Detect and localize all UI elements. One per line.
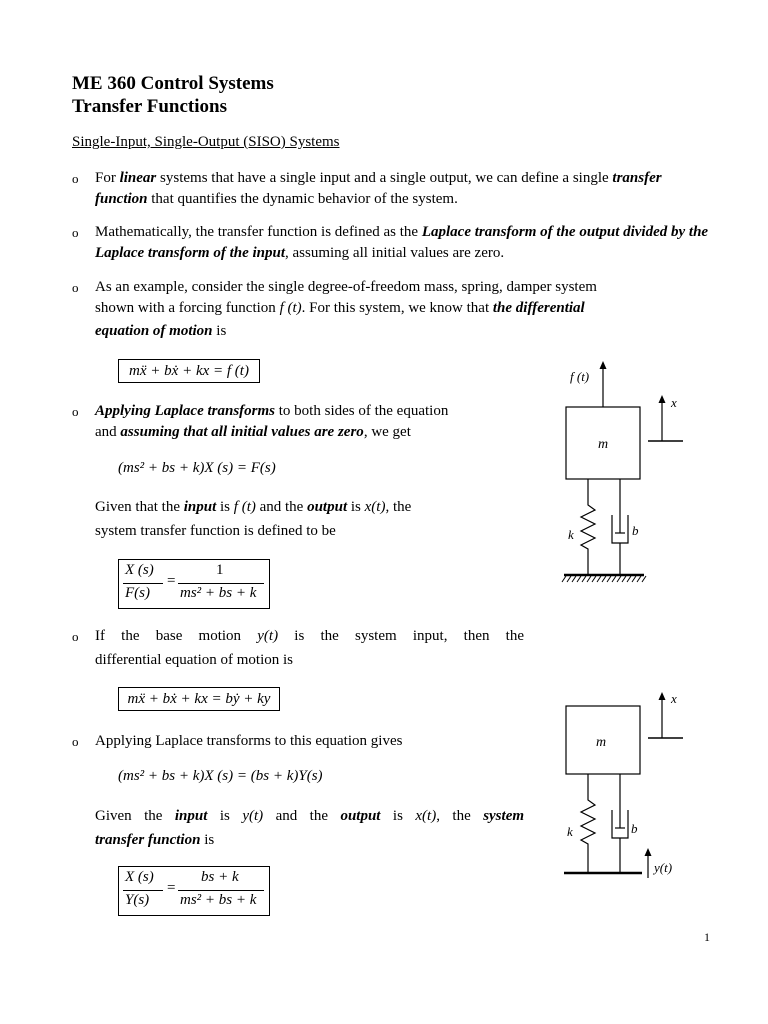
spring (581, 479, 595, 575)
mass-label: m (598, 437, 609, 452)
text: system transfer function is defined to be (95, 523, 336, 539)
figure-base-excited-msd (540, 680, 700, 900)
emphasis: the differential (492, 300, 585, 316)
text: , assuming all initial values are zero. (285, 245, 505, 261)
math: y(t) (242, 808, 264, 824)
text: is (200, 832, 215, 848)
bullet-mark: o (72, 404, 79, 419)
bullet-mark: o (72, 734, 79, 749)
text: is (380, 808, 416, 824)
section-heading: Single-Input, Single-Output (SISO) Systems (72, 134, 340, 150)
denominator: Y(s) (125, 892, 150, 908)
ground-hatching (562, 576, 646, 582)
bullet-mark: o (72, 629, 79, 644)
page-number: 1 (704, 930, 710, 944)
bullet-mark: o (72, 171, 79, 186)
emphasis: transfer function (95, 832, 201, 848)
text: is (347, 499, 365, 515)
damper-label: b (631, 821, 638, 836)
given-input-output (95, 497, 411, 542)
text: Given the (95, 808, 175, 824)
denominator: ms² + bs + k (180, 585, 257, 601)
base-arrowhead (645, 848, 652, 856)
text: , the (385, 499, 412, 515)
given-input-output-2 (95, 806, 524, 851)
text: to both sides of the equation (275, 403, 449, 419)
fraction-bar (178, 583, 264, 584)
emphasis: Applying Laplace transforms (95, 403, 276, 419)
denominator: F(s) (125, 585, 150, 601)
fraction-bar (178, 890, 264, 891)
emphasis: input (183, 499, 217, 515)
emphasis: transfer function (95, 170, 662, 207)
fraction-bar (123, 890, 163, 891)
emphasis: system (483, 808, 525, 824)
emphasis: linear (119, 170, 157, 186)
text: , the (436, 808, 484, 824)
text: Given that the (95, 499, 184, 515)
fraction-bar (123, 583, 163, 584)
equation-of-motion-box: mẍ + bẋ + kx = f (t) (118, 359, 260, 383)
text: shown with a forcing function (95, 300, 280, 316)
emphasis: output (340, 808, 381, 824)
topic-title: Transfer Functions (72, 96, 227, 117)
equals-sign: = (167, 880, 176, 896)
emphasis: equation of motion (95, 323, 213, 339)
bullet-mark: o (72, 280, 79, 295)
x-label: x (671, 691, 677, 706)
force-arrowhead (600, 361, 607, 369)
math: x(t) (364, 499, 386, 515)
math: x(t) (415, 808, 437, 824)
text: is (207, 808, 243, 824)
math: f (t) (279, 300, 302, 316)
text: As an example, consider the single degree-of-freedom mass, spring, damper system (95, 279, 597, 295)
text: is (212, 323, 227, 339)
equals-sign: = (167, 573, 176, 589)
math: f (t) (233, 499, 256, 515)
emphasis: assuming that all initial values are zero (120, 424, 364, 440)
transfer-function-1 (118, 559, 268, 607)
text: is the system input, then the (278, 628, 524, 644)
denominator: ms² + bs + k (180, 892, 257, 908)
transfer-function-2 (118, 866, 268, 914)
text: and the (255, 499, 308, 515)
x-arrowhead (659, 692, 666, 700)
figure-forced-msd (540, 355, 700, 595)
text: For (95, 170, 120, 186)
emphasis: Laplace transform of the output divided by the Laplace transform of the input (95, 224, 709, 261)
spring (581, 774, 595, 873)
emphasis: input (174, 808, 208, 824)
mass-label: m (596, 735, 607, 750)
emphasis: output (307, 499, 348, 515)
text: that quantifies the dynamic behavior of the system. (147, 191, 458, 207)
laplace-equation-2: (ms² + bs + k)X (s) = (bs + k)Y(s) (118, 768, 323, 784)
text: systems that have a single input and a single output, we can define a single (156, 170, 613, 186)
text: . For this system, we know that (301, 300, 493, 316)
force-label: f (t) (570, 369, 590, 384)
numerator: X (s) (125, 562, 154, 578)
x-arrowhead (659, 395, 666, 403)
numerator: 1 (216, 562, 224, 578)
text: Mathematically, the transfer function is defined as the (95, 224, 422, 240)
laplace-equation: (ms² + bs + k)X (s) = F(s) (118, 460, 276, 476)
math: y(t) (257, 628, 279, 644)
spring-label: k (567, 824, 573, 839)
text: If the base motion (95, 628, 258, 644)
text: differential equation of motion is (95, 652, 294, 668)
course-title: ME 360 Control Systems (72, 73, 274, 94)
damper-label: b (632, 523, 639, 538)
x-label: x (671, 395, 677, 410)
text: , we get (363, 424, 411, 440)
text: and the (263, 808, 341, 824)
spring-label: k (568, 527, 574, 542)
numerator: X (s) (125, 869, 154, 885)
equation-of-motion-box-2: mẍ + bẋ + kx = bẏ + ky (118, 687, 280, 711)
text: and (95, 424, 121, 440)
base-motion-label: y(t) (654, 860, 673, 875)
numerator: bs + k (201, 869, 239, 885)
text: Applying Laplace transforms to this equation gives (95, 733, 403, 749)
bullet-mark: o (72, 225, 79, 240)
text: is (216, 499, 234, 515)
